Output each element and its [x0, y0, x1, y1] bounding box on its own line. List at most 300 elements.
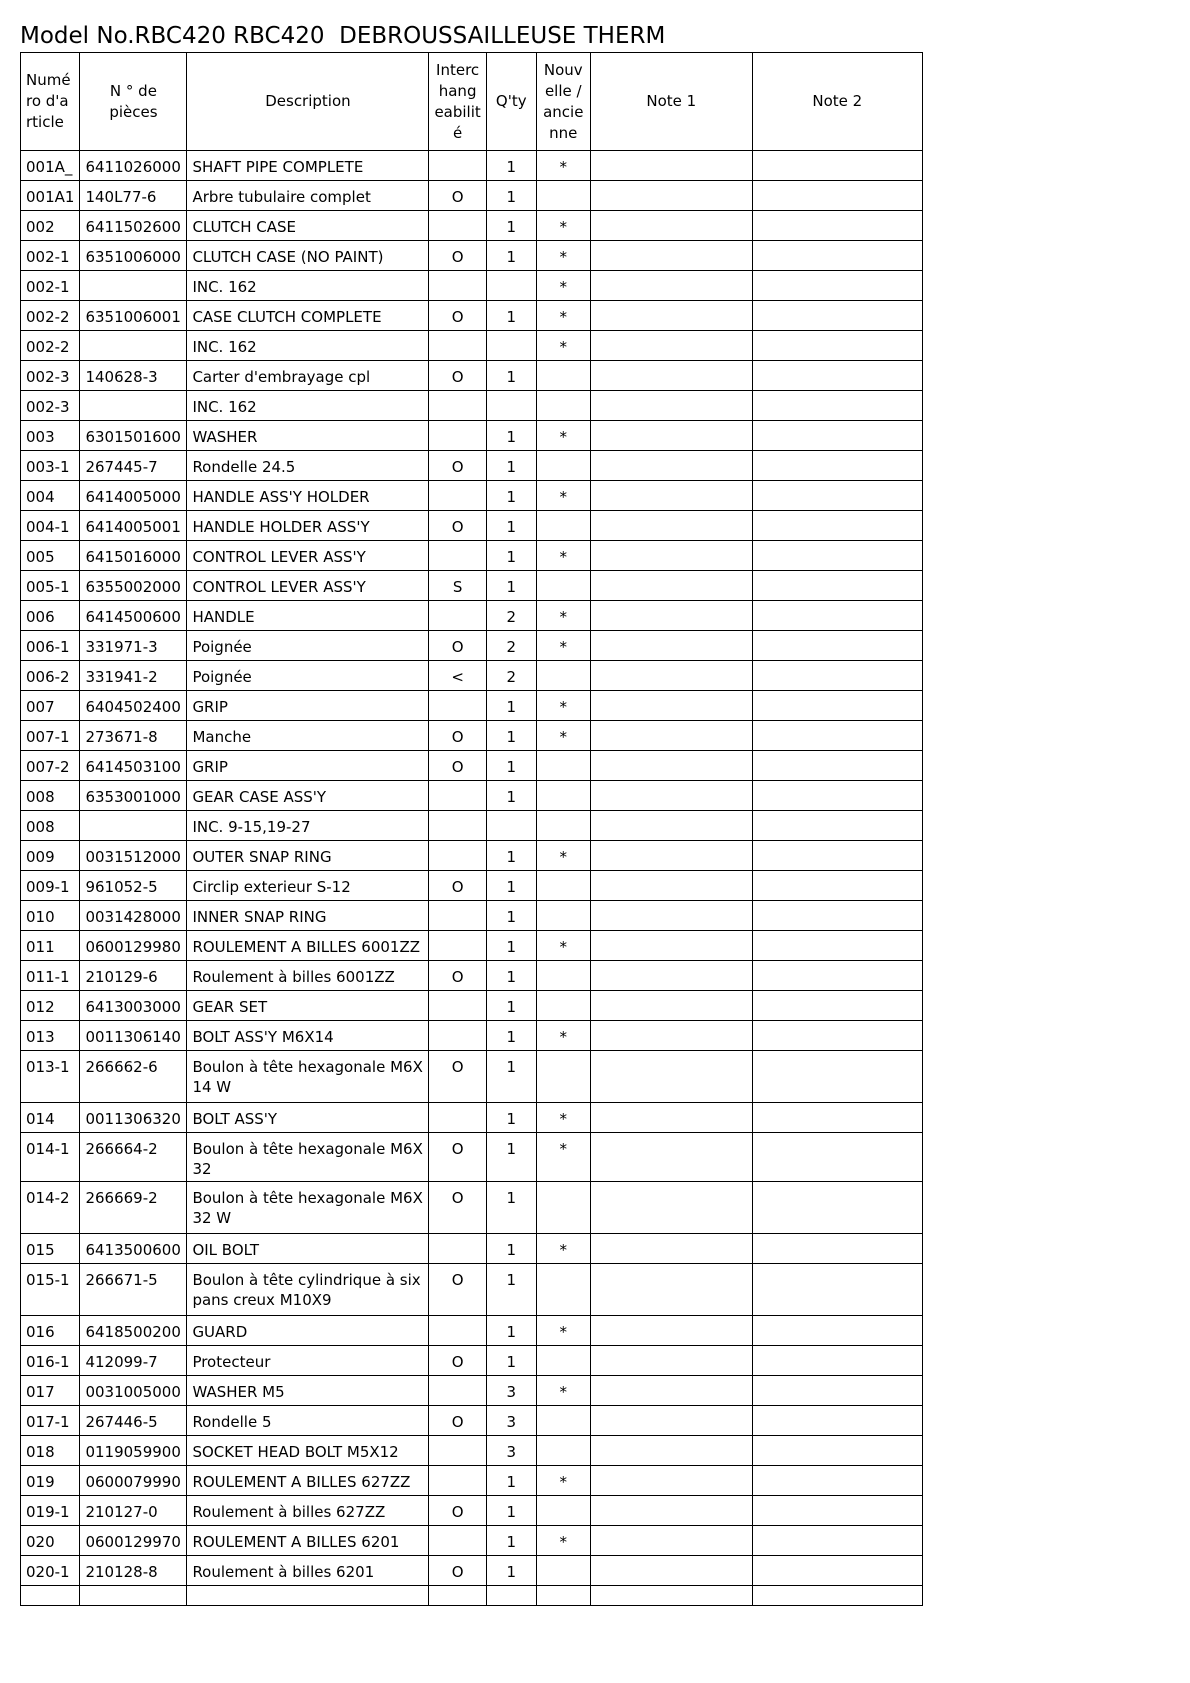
new-old-cell: * [536, 541, 590, 571]
table-row [21, 1051, 923, 1103]
note-2-cell [752, 931, 922, 961]
description-cell: BOLT ASS'Y [187, 1103, 429, 1133]
part-number-cell: 331971-3 [80, 631, 187, 661]
interchangeability-cell [429, 211, 486, 241]
quantity-cell [486, 391, 536, 421]
interchangeability-cell: O [429, 1346, 486, 1376]
description-cell: SHAFT PIPE COMPLETE [187, 151, 429, 181]
quantity-cell: 1 [486, 991, 536, 1021]
part-number-cell: 6413003000 [80, 991, 187, 1021]
description-cell: GEAR CASE ASS'Y [187, 781, 429, 811]
quantity-cell: 1 [486, 301, 536, 331]
item-number-cell: 016 [21, 1316, 80, 1346]
empty-cell [590, 1586, 752, 1606]
new-old-cell [536, 811, 590, 841]
new-old-cell [536, 1556, 590, 1586]
new-old-cell: * [536, 1234, 590, 1264]
quantity-cell: 1 [486, 511, 536, 541]
table-row [21, 481, 923, 511]
quantity-cell: 2 [486, 601, 536, 631]
interchangeability-cell [429, 691, 486, 721]
table-row [21, 961, 923, 991]
note-1-cell [590, 1436, 752, 1466]
table-row [21, 181, 923, 211]
item-number-cell: 014-1 [21, 1133, 80, 1182]
description-cell: Rondelle 5 [187, 1406, 429, 1436]
table-row [21, 691, 923, 721]
part-number-cell: 961052-5 [80, 871, 187, 901]
quantity-cell [486, 271, 536, 301]
note-1-cell [590, 1234, 752, 1264]
part-number-cell: 266662-6 [80, 1051, 187, 1103]
table-row [21, 571, 923, 601]
note-1-cell [590, 781, 752, 811]
table-row [21, 451, 923, 481]
description-cell: Carter d'embrayage cpl [187, 361, 429, 391]
note-2-cell [752, 1376, 922, 1406]
table-row [21, 841, 923, 871]
item-number-cell: 002-2 [21, 301, 80, 331]
note-1-cell [590, 841, 752, 871]
table-row [21, 1133, 923, 1182]
interchangeability-cell: O [429, 631, 486, 661]
quantity-cell: 3 [486, 1436, 536, 1466]
item-number-cell: 001A_ [21, 151, 80, 181]
part-number-cell: 6353001000 [80, 781, 187, 811]
description-cell: ROULEMENT A BILLES 6201 [187, 1526, 429, 1556]
item-number-cell: 020-1 [21, 1556, 80, 1586]
interchangeability-cell [429, 481, 486, 511]
part-number-cell: 140L77-6 [80, 181, 187, 211]
note-1-cell [590, 541, 752, 571]
interchangeability-cell [429, 991, 486, 1021]
table-row [21, 241, 923, 271]
note-1-cell [590, 451, 752, 481]
new-old-cell [536, 751, 590, 781]
part-number-cell: 266664-2 [80, 1133, 187, 1182]
part-number-cell: 6414500600 [80, 601, 187, 631]
new-old-cell [536, 871, 590, 901]
item-number-cell: 009 [21, 841, 80, 871]
description-cell: ROULEMENT A BILLES 627ZZ [187, 1466, 429, 1496]
description-cell: HANDLE [187, 601, 429, 631]
description-cell: SOCKET HEAD BOLT M5X12 [187, 1436, 429, 1466]
interchangeability-cell [429, 1316, 486, 1346]
note-1-cell [590, 811, 752, 841]
quantity-cell: 1 [486, 421, 536, 451]
header-interchangeability: Interc hang eabilit é [429, 53, 486, 151]
description-cell: CASE CLUTCH COMPLETE [187, 301, 429, 331]
item-number-cell: 007 [21, 691, 80, 721]
note-1-cell [590, 181, 752, 211]
description-cell: Poignée [187, 661, 429, 691]
item-number-cell: 015-1 [21, 1264, 80, 1316]
part-number-cell: 6351006001 [80, 301, 187, 331]
note-1-cell [590, 1346, 752, 1376]
table-row [21, 991, 923, 1021]
description-cell: CONTROL LEVER ASS'Y [187, 571, 429, 601]
note-2-cell [752, 751, 922, 781]
table-row [21, 211, 923, 241]
interchangeability-cell: O [429, 1556, 486, 1586]
interchangeability-cell [429, 331, 486, 361]
description-cell: Manche [187, 721, 429, 751]
quantity-cell: 1 [486, 1133, 536, 1182]
new-old-cell [536, 661, 590, 691]
note-2-cell [752, 1182, 922, 1234]
note-2-cell [752, 1234, 922, 1264]
item-number-cell: 012 [21, 991, 80, 1021]
note-1-cell [590, 151, 752, 181]
item-number-cell: 006-1 [21, 631, 80, 661]
part-number-cell [80, 271, 187, 301]
part-number-cell: 0600129980 [80, 931, 187, 961]
quantity-cell: 1 [486, 1316, 536, 1346]
interchangeability-cell: O [429, 751, 486, 781]
interchangeability-cell: O [429, 361, 486, 391]
description-cell: Roulement à billes 6201 [187, 1556, 429, 1586]
description-cell: INC. 9-15,19-27 [187, 811, 429, 841]
quantity-cell: 1 [486, 931, 536, 961]
quantity-cell: 1 [486, 1264, 536, 1316]
note-1-cell [590, 1021, 752, 1051]
part-number-cell: 0031005000 [80, 1376, 187, 1406]
description-cell: INNER SNAP RING [187, 901, 429, 931]
note-2-cell [752, 241, 922, 271]
new-old-cell: * [536, 1526, 590, 1556]
part-number-cell: 6404502400 [80, 691, 187, 721]
quantity-cell: 1 [486, 541, 536, 571]
description-cell: GRIP [187, 751, 429, 781]
item-number-cell: 013-1 [21, 1051, 80, 1103]
part-number-cell: 6351006000 [80, 241, 187, 271]
description-cell: CLUTCH CASE (NO PAINT) [187, 241, 429, 271]
quantity-cell: 1 [486, 691, 536, 721]
description-cell: CONTROL LEVER ASS'Y [187, 541, 429, 571]
item-number-cell: 005-1 [21, 571, 80, 601]
new-old-cell [536, 1182, 590, 1234]
interchangeability-cell [429, 541, 486, 571]
description-cell: HANDLE ASS'Y HOLDER [187, 481, 429, 511]
note-1-cell [590, 871, 752, 901]
table-row [21, 1496, 923, 1526]
description-cell: GUARD [187, 1316, 429, 1346]
new-old-cell [536, 1051, 590, 1103]
part-number-cell: 6411502600 [80, 211, 187, 241]
note-1-cell [590, 1264, 752, 1316]
new-old-cell: * [536, 241, 590, 271]
note-2-cell [752, 1526, 922, 1556]
note-1-cell [590, 1316, 752, 1346]
part-number-cell [80, 331, 187, 361]
item-number-cell: 003-1 [21, 451, 80, 481]
interchangeability-cell: O [429, 301, 486, 331]
item-number-cell: 017-1 [21, 1406, 80, 1436]
item-number-cell: 002 [21, 211, 80, 241]
table-row [21, 661, 923, 691]
table-row [21, 1526, 923, 1556]
new-old-cell [536, 451, 590, 481]
empty-cell [486, 1586, 536, 1606]
part-number-cell [80, 391, 187, 421]
table-row-continued [21, 1586, 923, 1606]
description-cell: Boulon à tête hexagonale M6X14 W [187, 1051, 429, 1103]
interchangeability-cell [429, 1376, 486, 1406]
note-2-cell [752, 571, 922, 601]
note-2-cell [752, 151, 922, 181]
new-old-cell: * [536, 421, 590, 451]
interchangeability-cell [429, 601, 486, 631]
note-1-cell [590, 901, 752, 931]
description-cell: INC. 162 [187, 271, 429, 301]
quantity-cell: 1 [486, 1496, 536, 1526]
table-row [21, 601, 923, 631]
interchangeability-cell [429, 1466, 486, 1496]
quantity-cell: 1 [486, 1182, 536, 1234]
header-note-1: Note 1 [590, 53, 752, 151]
description-cell: INC. 162 [187, 331, 429, 361]
note-2-cell [752, 601, 922, 631]
table-row [21, 1556, 923, 1586]
part-number-cell: 6413500600 [80, 1234, 187, 1264]
note-1-cell [590, 1376, 752, 1406]
quantity-cell [486, 811, 536, 841]
item-number-cell: 002-3 [21, 391, 80, 421]
new-old-cell [536, 361, 590, 391]
interchangeability-cell: O [429, 451, 486, 481]
table-row [21, 271, 923, 301]
note-1-cell [590, 721, 752, 751]
note-2-cell [752, 1133, 922, 1182]
note-2-cell [752, 1556, 922, 1586]
table-row [21, 1376, 923, 1406]
item-number-cell: 001A1 [21, 181, 80, 211]
description-cell: WASHER [187, 421, 429, 451]
interchangeability-cell [429, 271, 486, 301]
item-number-cell: 002-1 [21, 271, 80, 301]
item-number-cell: 002-3 [21, 361, 80, 391]
interchangeability-cell: O [429, 181, 486, 211]
table-row [21, 871, 923, 901]
quantity-cell: 1 [486, 1234, 536, 1264]
interchangeability-cell [429, 931, 486, 961]
quantity-cell: 1 [486, 451, 536, 481]
quantity-cell: 2 [486, 661, 536, 691]
interchangeability-cell [429, 841, 486, 871]
table-row [21, 1346, 923, 1376]
item-number-cell: 004 [21, 481, 80, 511]
quantity-cell: 1 [486, 841, 536, 871]
part-number-cell: 6418500200 [80, 1316, 187, 1346]
note-2-cell [752, 1316, 922, 1346]
new-old-cell: * [536, 1133, 590, 1182]
item-number-cell: 005 [21, 541, 80, 571]
interchangeability-cell: O [429, 721, 486, 751]
new-old-cell [536, 181, 590, 211]
note-2-cell [752, 1051, 922, 1103]
note-2-cell [752, 1264, 922, 1316]
note-1-cell [590, 211, 752, 241]
table-row [21, 1406, 923, 1436]
note-2-cell [752, 691, 922, 721]
part-number-cell: 6301501600 [80, 421, 187, 451]
note-2-cell [752, 301, 922, 331]
part-number-cell: 140628-3 [80, 361, 187, 391]
item-number-cell: 019-1 [21, 1496, 80, 1526]
note-2-cell [752, 661, 922, 691]
quantity-cell: 1 [486, 961, 536, 991]
part-number-cell: 6411026000 [80, 151, 187, 181]
new-old-cell [536, 1496, 590, 1526]
description-cell: Roulement à billes 627ZZ [187, 1496, 429, 1526]
empty-cell [21, 1586, 80, 1606]
table-row [21, 301, 923, 331]
table-row [21, 811, 923, 841]
description-cell: Protecteur [187, 1346, 429, 1376]
note-1-cell [590, 1133, 752, 1182]
item-number-cell: 003 [21, 421, 80, 451]
note-1-cell [590, 511, 752, 541]
item-number-cell: 007-2 [21, 751, 80, 781]
table-row [21, 631, 923, 661]
note-1-cell [590, 961, 752, 991]
table-row [21, 1316, 923, 1346]
new-old-cell: * [536, 151, 590, 181]
interchangeability-cell: O [429, 961, 486, 991]
quantity-cell: 1 [486, 751, 536, 781]
header-item-number: Numé ro d'a rticle [21, 53, 80, 151]
part-number-cell: 0600129970 [80, 1526, 187, 1556]
quantity-cell: 1 [486, 571, 536, 601]
note-2-cell [752, 1103, 922, 1133]
part-number-cell: 266671-5 [80, 1264, 187, 1316]
new-old-cell: * [536, 841, 590, 871]
note-1-cell [590, 391, 752, 421]
header-quantity: Q'ty [486, 53, 536, 151]
table-row [21, 1436, 923, 1466]
quantity-cell: 1 [486, 1021, 536, 1051]
note-1-cell [590, 691, 752, 721]
item-number-cell: 006 [21, 601, 80, 631]
note-2-cell [752, 1346, 922, 1376]
new-old-cell: * [536, 721, 590, 751]
new-old-cell [536, 511, 590, 541]
part-number-cell: 266669-2 [80, 1182, 187, 1234]
header-part-number: N ° de pièces [80, 53, 187, 151]
note-1-cell [590, 931, 752, 961]
part-number-cell: 267445-7 [80, 451, 187, 481]
empty-cell [536, 1586, 590, 1606]
part-number-cell: 412099-7 [80, 1346, 187, 1376]
table-row [21, 361, 923, 391]
new-old-cell [536, 901, 590, 931]
quantity-cell: 1 [486, 151, 536, 181]
page-title: Model No.RBC420 RBC420 DEBROUSSAILLEUSE THERM [20, 23, 666, 49]
description-cell: HANDLE HOLDER ASS'Y [187, 511, 429, 541]
table-row [21, 1234, 923, 1264]
item-number-cell: 009-1 [21, 871, 80, 901]
note-2-cell [752, 421, 922, 451]
new-old-cell [536, 1436, 590, 1466]
part-number-cell: 210127-0 [80, 1496, 187, 1526]
interchangeability-cell [429, 1234, 486, 1264]
table-row [21, 331, 923, 361]
table-row [21, 1182, 923, 1234]
header-description: Description [187, 53, 429, 151]
description-cell: OIL BOLT [187, 1234, 429, 1264]
interchangeability-cell: O [429, 241, 486, 271]
quantity-cell: 1 [486, 1526, 536, 1556]
empty-cell [80, 1586, 187, 1606]
item-number-cell: 016-1 [21, 1346, 80, 1376]
part-number-cell: 267446-5 [80, 1406, 187, 1436]
item-number-cell: 011-1 [21, 961, 80, 991]
item-number-cell: 002-2 [21, 331, 80, 361]
note-1-cell [590, 601, 752, 631]
note-1-cell [590, 631, 752, 661]
table-row [21, 721, 923, 751]
item-number-cell: 018 [21, 1436, 80, 1466]
quantity-cell [486, 331, 536, 361]
note-2-cell [752, 901, 922, 931]
note-1-cell [590, 331, 752, 361]
new-old-cell [536, 391, 590, 421]
parts-table [20, 52, 923, 1606]
table-row [21, 901, 923, 931]
interchangeability-cell: S [429, 571, 486, 601]
part-number-cell: 0031512000 [80, 841, 187, 871]
table-row [21, 931, 923, 961]
note-1-cell [590, 1406, 752, 1436]
quantity-cell: 1 [486, 1346, 536, 1376]
table-row [21, 1466, 923, 1496]
description-cell: BOLT ASS'Y M6X14 [187, 1021, 429, 1051]
note-2-cell [752, 631, 922, 661]
note-2-cell [752, 331, 922, 361]
item-number-cell: 011 [21, 931, 80, 961]
note-1-cell [590, 271, 752, 301]
part-number-cell: 0011306140 [80, 1021, 187, 1051]
note-1-cell [590, 361, 752, 391]
new-old-cell: * [536, 931, 590, 961]
quantity-cell: 3 [486, 1376, 536, 1406]
item-number-cell: 014-2 [21, 1182, 80, 1234]
table-row [21, 1264, 923, 1316]
description-cell: OUTER SNAP RING [187, 841, 429, 871]
quantity-cell: 1 [486, 781, 536, 811]
quantity-cell: 1 [486, 901, 536, 931]
item-number-cell: 019 [21, 1466, 80, 1496]
part-number-cell: 6414005000 [80, 481, 187, 511]
note-1-cell [590, 301, 752, 331]
interchangeability-cell: < [429, 661, 486, 691]
note-2-cell [752, 781, 922, 811]
interchangeability-cell: O [429, 871, 486, 901]
note-2-cell [752, 841, 922, 871]
item-number-cell: 017 [21, 1376, 80, 1406]
description-cell: Poignée [187, 631, 429, 661]
new-old-cell [536, 991, 590, 1021]
description-cell: Boulon à tête hexagonale M6X32 [187, 1133, 429, 1182]
table-row [21, 751, 923, 781]
interchangeability-cell [429, 151, 486, 181]
new-old-cell: * [536, 301, 590, 331]
interchangeability-cell [429, 901, 486, 931]
note-2-cell [752, 961, 922, 991]
part-number-cell: 331941-2 [80, 661, 187, 691]
note-2-cell [752, 511, 922, 541]
note-1-cell [590, 571, 752, 601]
